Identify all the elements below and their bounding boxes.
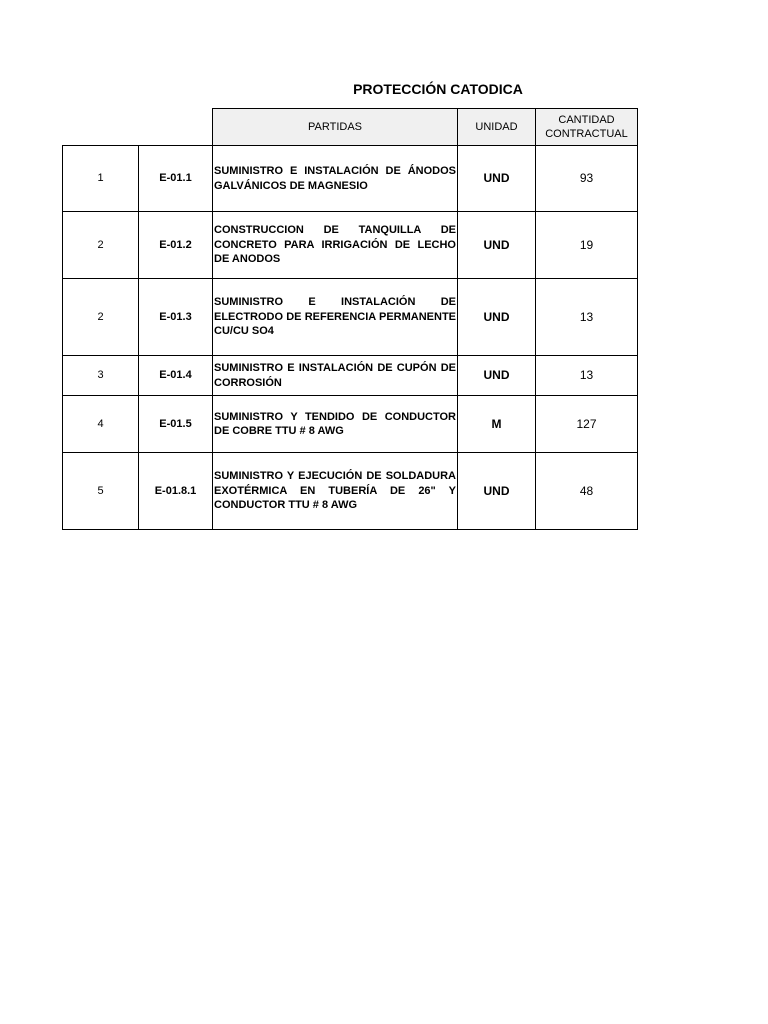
row-unit: UND <box>458 356 536 396</box>
row-unit: M <box>458 396 536 453</box>
row-unit: UND <box>458 146 536 212</box>
row-code: E-01.4 <box>139 356 213 396</box>
row-unit: UND <box>458 279 536 356</box>
row-code: E-01.3 <box>139 279 213 356</box>
row-unit: UND <box>458 212 536 279</box>
row-description: SUMINISTRO E INSTALACIÓN DE ÁNODOS GALVÁNICOS DE MAGNESIO <box>213 146 458 212</box>
row-code: E-01.2 <box>139 212 213 279</box>
row-description: SUMINISTRO E INSTALACIÓN DE ELECTRODO DE REFERENCIA PERMANENTE CU/CU SO4 <box>213 279 458 356</box>
row-quantity: 48 <box>536 453 638 530</box>
page-title: PROTECCIÓN CATODICA <box>353 81 523 97</box>
row-code: E-01.5 <box>139 396 213 453</box>
row-number: 4 <box>63 396 139 453</box>
row-description: SUMINISTRO Y TENDIDO DE CONDUCTOR DE COBRE TTU # 8 AWG <box>213 396 458 453</box>
row-code: E-01.8.1 <box>139 453 213 530</box>
row-quantity: 13 <box>536 356 638 396</box>
header-cantidad-line1: CANTIDAD <box>558 113 615 126</box>
row-code: E-01.1 <box>139 146 213 212</box>
row-quantity: 127 <box>536 396 638 453</box>
table-row <box>63 396 638 453</box>
table-header-row <box>63 109 638 146</box>
row-quantity: 93 <box>536 146 638 212</box>
items-table <box>62 108 638 530</box>
table-row <box>63 212 638 279</box>
header-partidas: PARTIDAS <box>213 109 458 146</box>
table-row <box>63 356 638 396</box>
row-number: 3 <box>63 356 139 396</box>
row-number: 2 <box>63 279 139 356</box>
table-row <box>63 453 638 530</box>
row-number: 5 <box>63 453 139 530</box>
header-blank-code <box>139 109 213 146</box>
row-number: 1 <box>63 146 139 212</box>
header-cantidad-line2: CONTRACTUAL <box>545 128 628 140</box>
row-unit: UND <box>458 453 536 530</box>
row-description: SUMINISTRO E INSTALACIÓN DE CUPÓN DE CORROSIÓN <box>213 356 458 396</box>
header-unidad: UNIDAD <box>458 109 536 146</box>
table-row <box>63 146 638 212</box>
row-quantity: 13 <box>536 279 638 356</box>
row-quantity: 19 <box>536 212 638 279</box>
row-number: 2 <box>63 212 139 279</box>
header-blank-num <box>63 109 139 146</box>
header-cantidad-contractual <box>536 109 638 146</box>
row-description: CONSTRUCCION DE TANQUILLA DE CONCRETO PARA IRRIGACIÓN DE LECHO DE ANODOS <box>213 212 458 279</box>
row-description: SUMINISTRO Y EJECUCIÓN DE SOLDADURA EXOTÉRMICA EN TUBERÍA DE 26" Y CONDUCTOR TTU # 8 AWG <box>213 453 458 530</box>
table-row <box>63 279 638 356</box>
